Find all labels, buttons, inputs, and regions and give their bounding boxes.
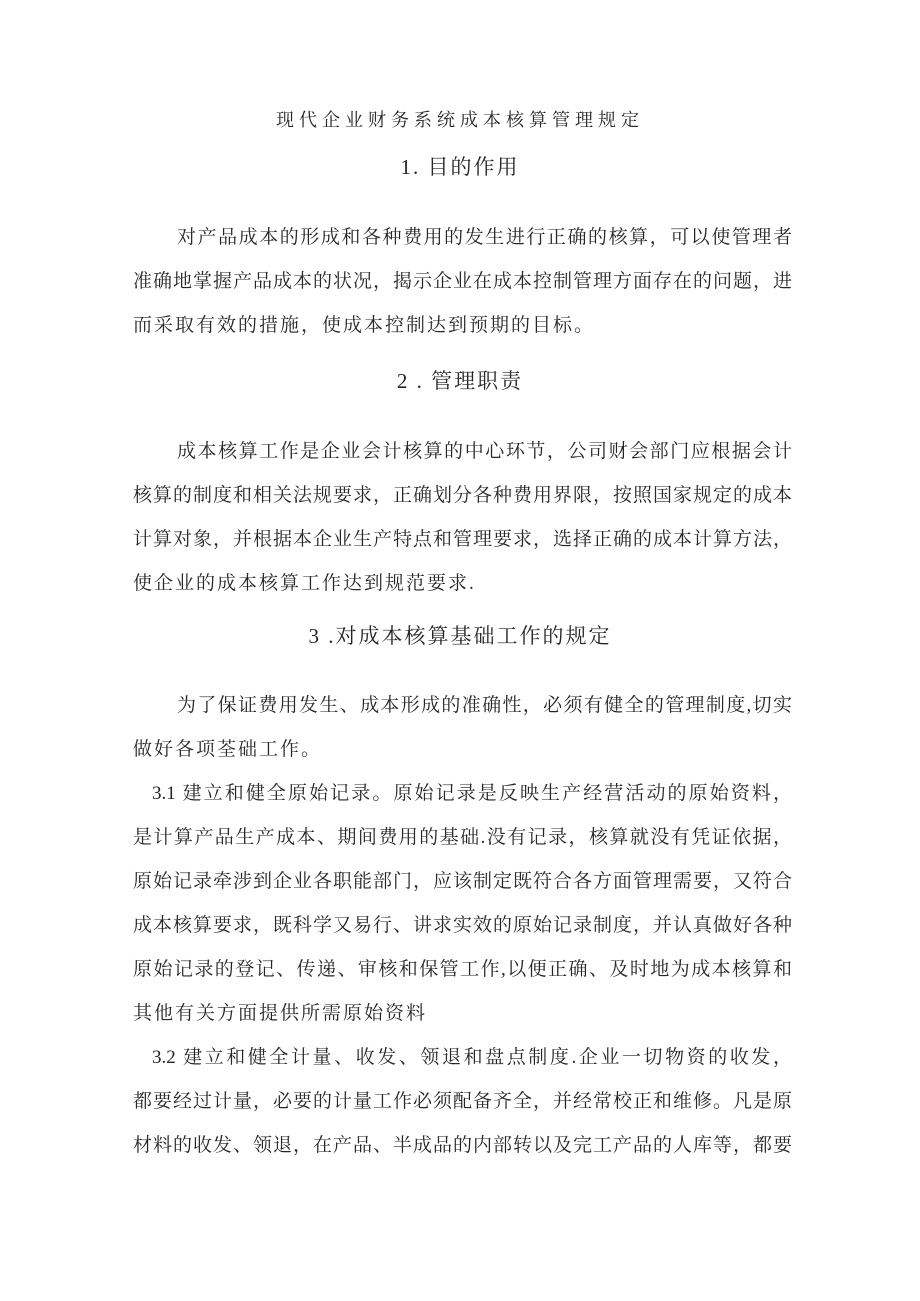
section-heading-1: 1. 目的作用 <box>400 155 520 179</box>
body-line: 使企业的成本核算工作达到规范要求. <box>133 573 476 594</box>
body-line: 都要经过计量，必要的计量工作必须配备齐全，并经常校正和维修。凡是原 <box>133 1091 792 1112</box>
body-line: 其他有关方面提供所需原始资料 <box>133 1003 428 1024</box>
body-line: 对产品成本的形成和各种费用的发生进行正确的核算，可以使管理者 <box>177 227 792 248</box>
body-line: 成本核算工作是企业会计核算的中心环节，公司财会部门应根据会计 <box>177 441 792 462</box>
body-line-3-2: 3.2 建立和健全计量、收发、领退和盘点制度.企业一切物资的收发， <box>152 1047 792 1068</box>
body-line: 而采取有效的措施，使成本控制达到预期的目标。 <box>133 315 596 336</box>
body-line: 核算的制度和相关法规要求，正确划分各种费用界限，按照国家规定的成本 <box>133 485 792 506</box>
body-line: 成本核算要求，既科学又易行、讲求实效的原始记录制度，并认真做好各种 <box>133 915 792 936</box>
section-heading-3: 3 .对成本核算基础工作的规定 <box>308 624 612 648</box>
section-heading-2: 2 . 管理职责 <box>396 369 524 393</box>
doc-title: 现代企业财务系统成本核算管理规定 <box>276 110 644 130</box>
body-line: 做好各项荃础工作。 <box>133 739 323 760</box>
body-line: 原始记录的登记、传递、审核和保管工作,以便正确、及时地为成本核算和 <box>133 959 792 980</box>
body-line: 计算对象，并根据本企业生产特点和管理要求，选择正确的成本计算方法， <box>133 529 792 550</box>
body-line: 准确地掌握产品成本的状况，揭示企业在成本控制管理方面存在的问题，进 <box>133 271 792 292</box>
body-line: 材料的收发、领退，在产品、半成品的内部转以及完工产品的人库等，都要 <box>133 1135 792 1156</box>
body-line-3-1: 3.1 建立和健全原始记录。原始记录是反映生产经营活动的原始资料， <box>152 783 792 804</box>
body-line: 原始记录牵涉到企业各职能部门，应该制定既符合各方面管理需要，又符合 <box>133 871 792 892</box>
body-line: 是计算产品生产成本、期间费用的基础.没有记录，核算就没有凭证依据， <box>133 827 792 848</box>
body-line: 为了保证费用发生、成本形成的准确性，必须有健全的管理制度,切实 <box>177 695 792 716</box>
